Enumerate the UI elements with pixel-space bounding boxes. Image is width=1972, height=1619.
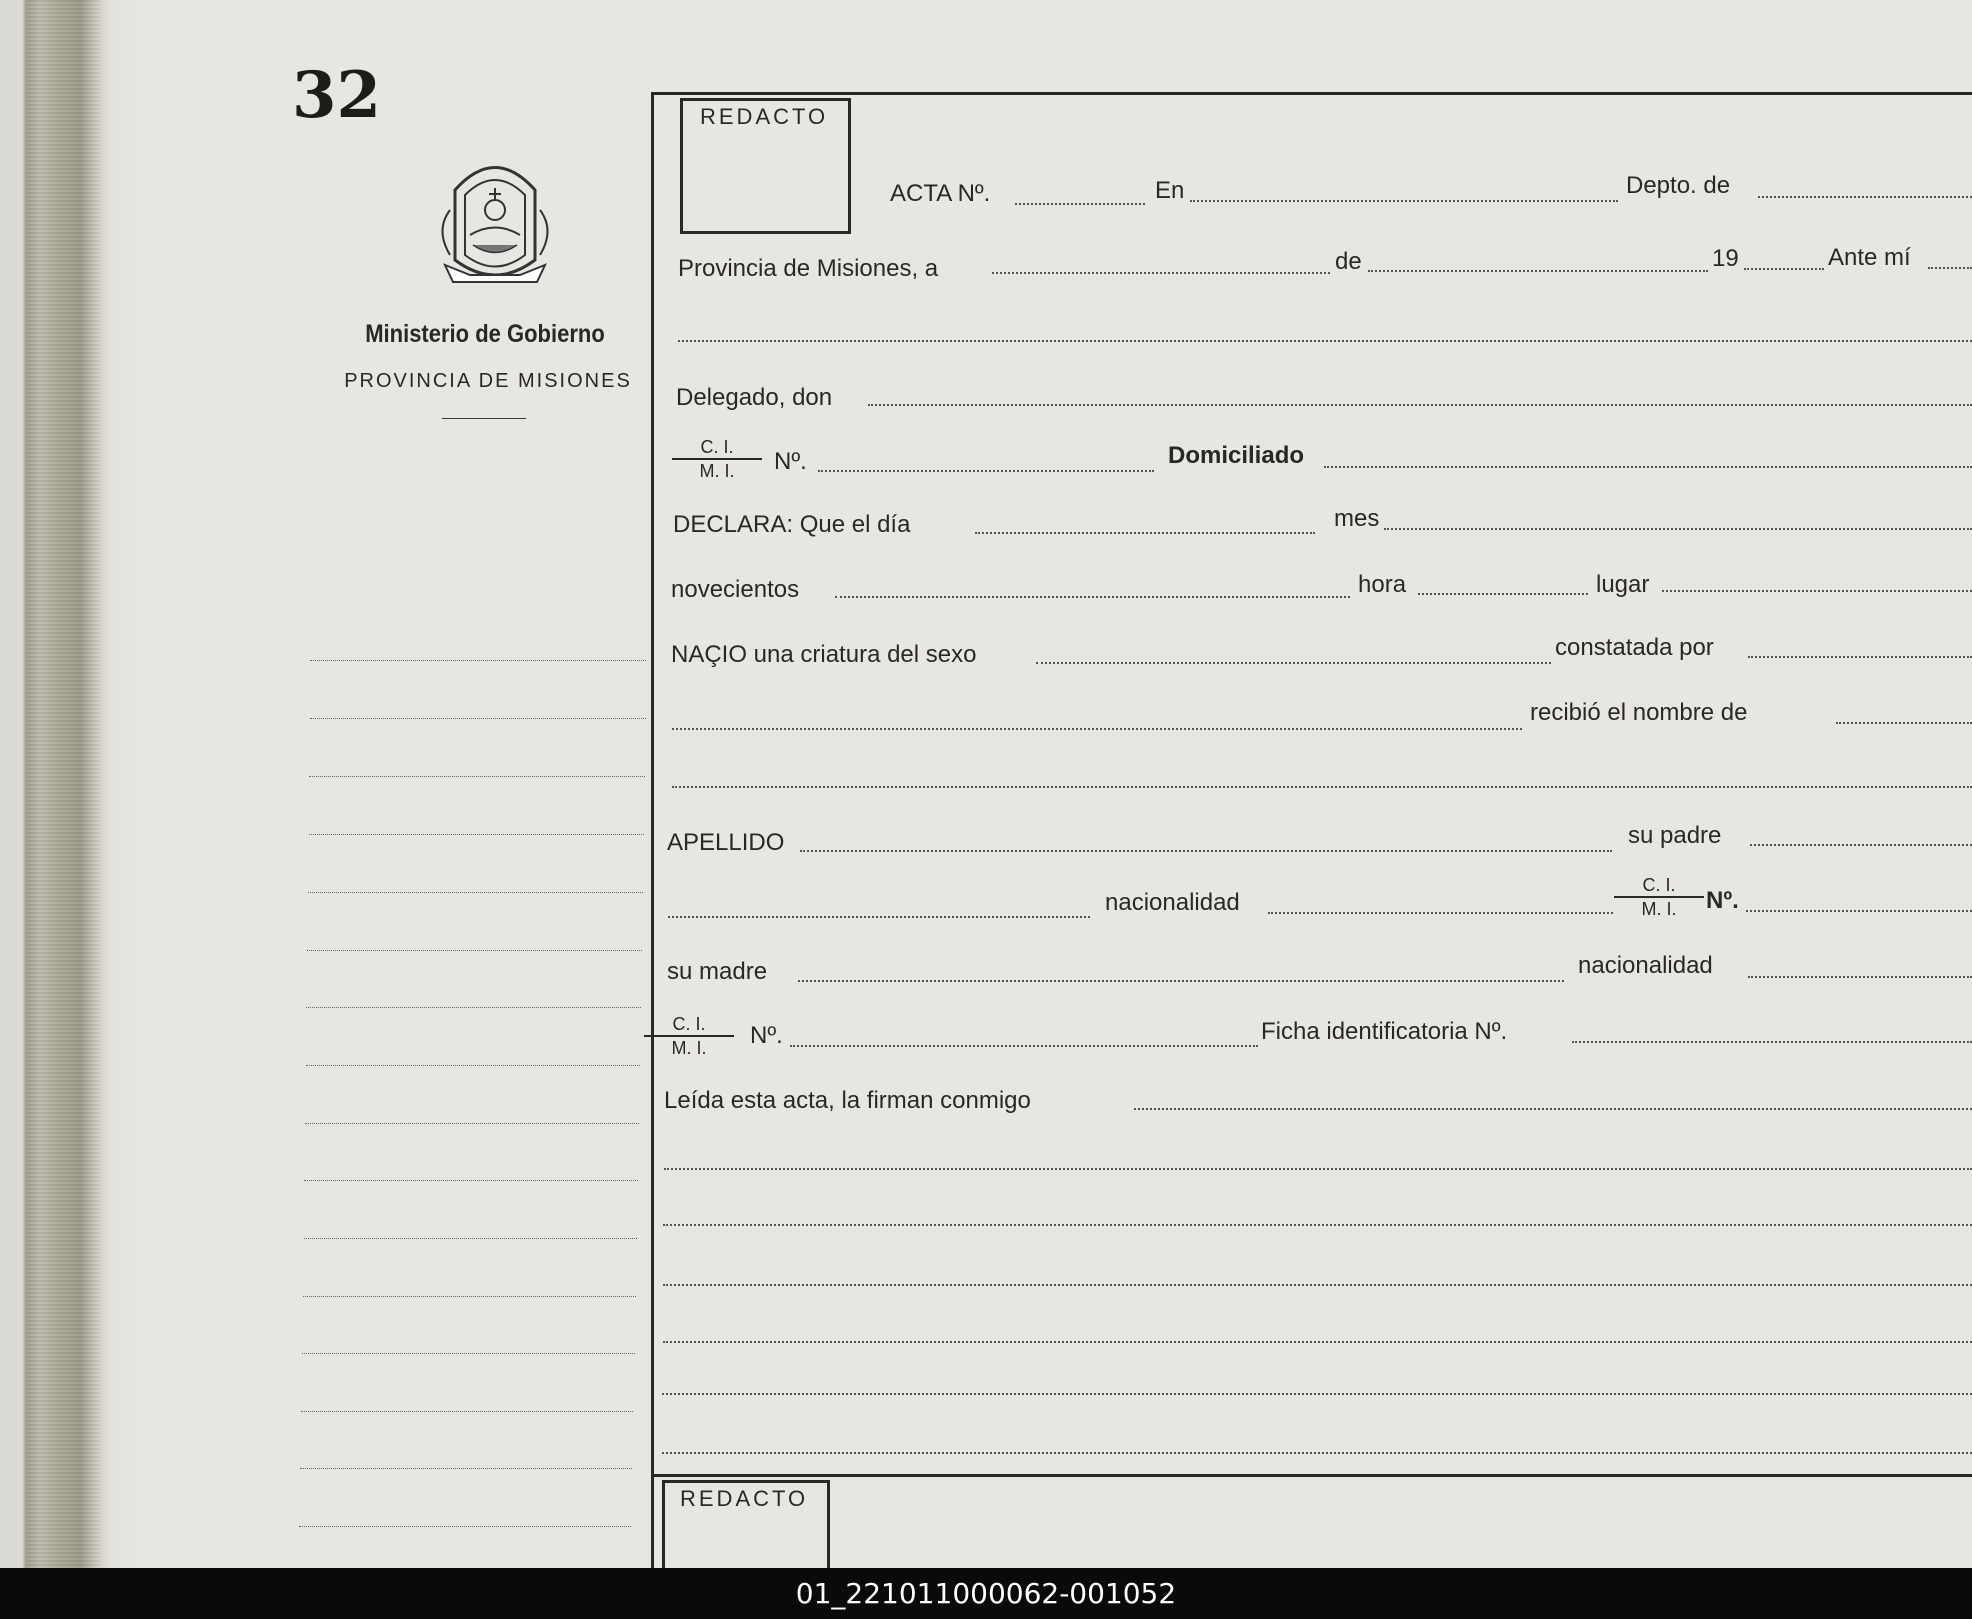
margin-line xyxy=(303,1296,636,1297)
ci-mi-fraction xyxy=(672,436,762,482)
hora-label: hora xyxy=(1358,571,1407,598)
no-label: Nº. xyxy=(1706,887,1739,914)
padre-ci-mi-fraction xyxy=(1614,874,1704,920)
page-number: 32 xyxy=(292,58,382,133)
dia-field[interactable] xyxy=(992,272,1330,274)
ante-mi-field[interactable] xyxy=(1928,267,1972,269)
sexo-field[interactable] xyxy=(1036,662,1551,664)
domicilio-field[interactable] xyxy=(1324,466,1972,468)
margin-line xyxy=(306,1007,641,1008)
nacio-label: NAÇIO una criatura del sexo xyxy=(671,641,977,668)
constatada-label: constatada por xyxy=(1555,634,1714,661)
acta-no-field[interactable] xyxy=(1015,203,1145,205)
de-label: de xyxy=(1335,248,1362,275)
province-subtitle: PROVINCIA DE MISIONES xyxy=(344,370,632,392)
ministry-divider xyxy=(442,418,526,419)
redacto-label-bottom: REDACTO xyxy=(680,1486,809,1511)
su-madre-label: su madre xyxy=(667,958,768,985)
nombre-field[interactable] xyxy=(1836,722,1972,724)
ficha-label: Ficha identificatoria Nº. xyxy=(1261,1018,1508,1045)
recibio-label: recibió el nombre de xyxy=(1530,699,1748,726)
delegado-label: Delegado, don xyxy=(676,384,833,411)
form-bottom-border xyxy=(651,1474,1972,1477)
margin-line xyxy=(302,1353,635,1354)
ci-label: C. I. xyxy=(672,436,762,460)
year-field[interactable] xyxy=(1744,268,1824,270)
leida-label: Leída esta acta, la firman conmigo xyxy=(664,1087,1031,1114)
declara-label: DECLARA: Que el día xyxy=(673,511,911,538)
firmas-line[interactable] xyxy=(663,1341,1972,1343)
provincia-de-misiones-seal-icon xyxy=(425,150,565,300)
nombre-continued-field[interactable] xyxy=(672,786,1972,788)
apellido-field[interactable] xyxy=(800,850,1612,852)
page xyxy=(150,0,1972,1568)
en-field[interactable] xyxy=(1190,200,1618,202)
ficha-field[interactable] xyxy=(1572,1041,1972,1043)
mi-label: M. I. xyxy=(671,1038,707,1058)
mes-label: mes xyxy=(1334,505,1380,532)
su-padre-label: su padre xyxy=(1628,822,1722,849)
firmas-field[interactable] xyxy=(1134,1108,1972,1110)
margin-line xyxy=(308,892,643,893)
margin-line xyxy=(309,776,645,777)
declarant-ci-field[interactable] xyxy=(818,470,1154,472)
redacto-label: REDACTO xyxy=(700,104,829,129)
margin-line xyxy=(300,1468,632,1469)
constatada-field[interactable] xyxy=(1748,656,1972,658)
hora-field[interactable] xyxy=(1418,593,1588,595)
margin-line xyxy=(310,718,646,719)
form-top-border xyxy=(651,92,1972,95)
mes-nacimiento-field[interactable] xyxy=(1384,528,1972,530)
margin-line xyxy=(299,1526,631,1527)
ci-label: C. I. xyxy=(644,1013,734,1037)
acta-no-label: ACTA Nº. xyxy=(890,180,991,207)
margin-line xyxy=(310,660,646,661)
no-label: Nº. xyxy=(750,1022,783,1049)
padre-nacionalidad-field[interactable] xyxy=(1268,912,1613,914)
firmas-line[interactable] xyxy=(662,1452,1972,1454)
madre-nacionalidad-label: nacionalidad xyxy=(1578,952,1713,979)
delegado-field[interactable] xyxy=(868,404,1972,406)
ante-mi-label: Ante mí xyxy=(1828,244,1911,271)
ci-label: C. I. xyxy=(1614,874,1704,898)
novecientos-label: novecientos xyxy=(671,576,800,603)
firmas-line[interactable] xyxy=(663,1224,1972,1226)
anio-field[interactable] xyxy=(835,596,1350,598)
margin-line xyxy=(305,1123,639,1124)
firmas-line[interactable] xyxy=(662,1393,1972,1395)
margin-line xyxy=(304,1180,638,1181)
depto-label: Depto. de xyxy=(1626,172,1731,199)
apellido-label: APELLIDO xyxy=(667,829,785,856)
mi-label: M. I. xyxy=(699,461,735,481)
book-binding xyxy=(0,0,150,1568)
margin-line xyxy=(301,1411,633,1412)
registrar-line[interactable] xyxy=(678,340,1972,342)
madre-ci-field[interactable] xyxy=(790,1045,1258,1047)
margin-line xyxy=(304,1238,637,1239)
scan-id-caption: 01_221011000062-001052 xyxy=(0,1568,1972,1619)
depto-field[interactable] xyxy=(1758,196,1972,198)
year-prefix: 19 xyxy=(1712,245,1739,272)
constatada-continued-field[interactable] xyxy=(672,728,1522,730)
no-label: Nº. xyxy=(774,448,807,475)
lugar-label: lugar xyxy=(1596,571,1650,598)
domiciliado-label: Domiciliado xyxy=(1168,442,1305,469)
en-label: En xyxy=(1155,177,1185,204)
padre-continued-field[interactable] xyxy=(668,916,1090,918)
madre-nacionalidad-field[interactable] xyxy=(1748,976,1972,978)
margin-line xyxy=(306,1065,640,1066)
dia-nacimiento-field[interactable] xyxy=(975,532,1315,534)
form-left-border xyxy=(651,92,654,1568)
provincia-label: Provincia de Misiones, a xyxy=(678,255,939,282)
firmas-line[interactable] xyxy=(663,1284,1972,1286)
madre-ci-mi-fraction xyxy=(644,1013,734,1059)
mi-label: M. I. xyxy=(1641,899,1677,919)
lugar-field[interactable] xyxy=(1662,590,1972,592)
mes-field[interactable] xyxy=(1368,270,1708,272)
ministry-title: Ministerio de Gobierno xyxy=(365,320,605,348)
margin-line xyxy=(309,834,644,835)
padre-ci-field[interactable] xyxy=(1746,910,1972,912)
margin-line xyxy=(307,950,642,951)
padre-field[interactable] xyxy=(1750,844,1972,846)
madre-field[interactable] xyxy=(798,980,1564,982)
padre-nacionalidad-label: nacionalidad xyxy=(1105,889,1240,916)
firmas-line[interactable] xyxy=(664,1168,1972,1170)
